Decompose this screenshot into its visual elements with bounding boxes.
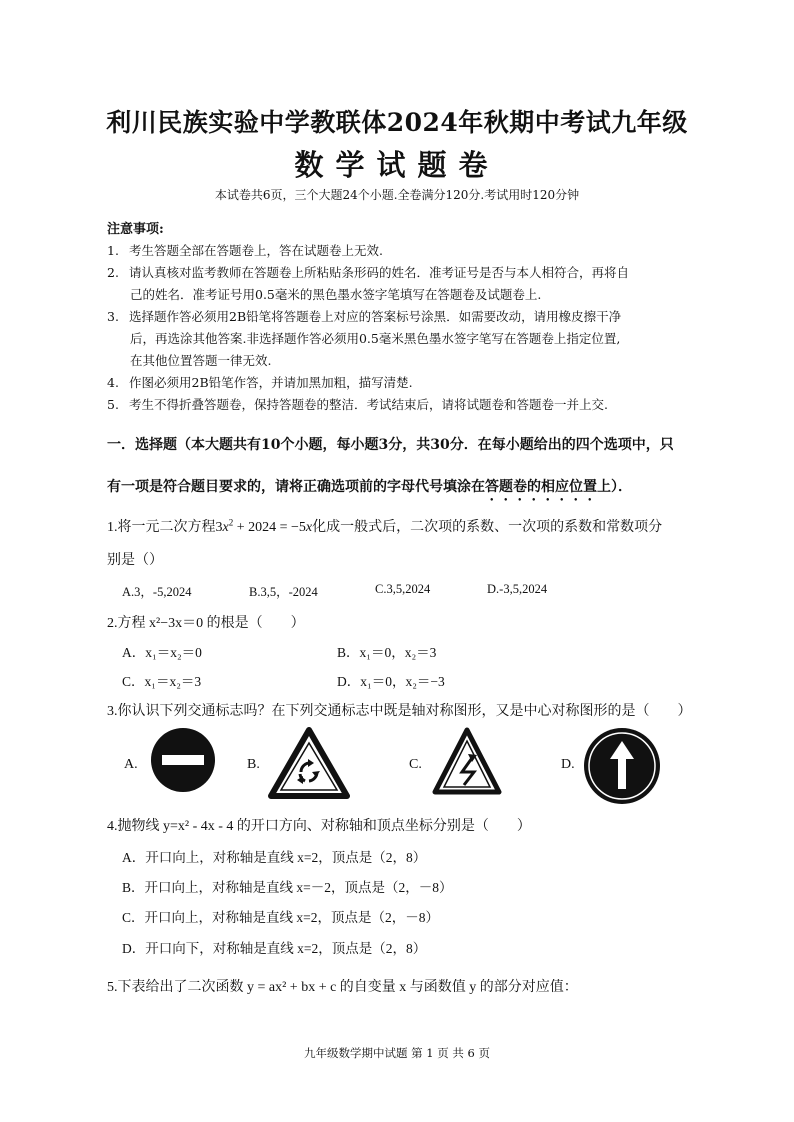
exam-title-line1: 利川民族实验中学教联体2024年秋期中考试九年级 xyxy=(106,108,688,137)
exam-subtitle: 本试卷共6页，三个大题24个小题.全卷满分120分.考试用时120分钟 xyxy=(214,188,580,202)
q4-option-c: C．开口向上，对称轴是直线 x=2，顶点是（2，－8） xyxy=(122,910,439,925)
question-5-stem: 5.下表给出了二次函数 y = ax² + bx + c 的自变量 x 与函数值 y 的部分对应值： xyxy=(107,980,578,995)
no-entry-sign-icon xyxy=(150,727,216,793)
q3-label-a: A. xyxy=(124,757,138,772)
q1-option-c: C.3,5,2024 xyxy=(375,582,431,596)
note-item-4: 4. 作图必须用2B铅笔作答，并请加黑加粗，描写清楚. xyxy=(107,375,413,390)
q1-option-b: B.3,5，-2024 xyxy=(249,585,318,599)
question-1-stem-line2: 别是（） xyxy=(107,553,163,568)
note-item-3: 3. 选择题作答必须用2B铅笔将答题卷上对应的答案标号涂黑．如需要改动，请用橡皮擦干净 xyxy=(107,309,622,324)
q3-label-c: C. xyxy=(409,757,422,772)
q2-option-a: A．x₁＝x₂＝0 xyxy=(122,645,202,660)
question-2-stem: 2.方程 x²−3x＝0 的根是（ ） xyxy=(107,616,305,631)
note-item-3-line2: 后，再选涂其他答案.非选择题作答必须用0.5毫米黑色墨水签字笔写在答题卷上指定位置, xyxy=(130,331,621,346)
q2-option-d: D．x₁＝0，x₂＝−3 xyxy=(337,674,445,689)
q2-option-c: C．x₁＝x₂＝3 xyxy=(122,674,202,689)
question-4-stem: 4.抛物线 y=x² - 4x - 4 的开口方向、对称轴和顶点坐标分别是（ ） xyxy=(107,819,531,834)
q2-option-b: B．x₁＝0，x₂＝3 xyxy=(337,645,437,660)
section1-heading-line2: 有一项是符合题目要求的，请将正确选项前的字母代号填涂在答题卷的相应位置上）． xyxy=(107,479,632,495)
page-footer: 九年级数学期中试题 第 1 页 共 6 页 xyxy=(303,1046,491,1060)
q1-option-a: A.3，-5,2024 xyxy=(122,585,192,599)
q4-option-b: B．开口向上，对称轴是直线 x=－2，顶点是（2，－8） xyxy=(122,880,453,895)
q1-option-d: D.-3,5,2024 xyxy=(487,582,548,596)
note-item-3-line3: 在其他位置答题一律无效. xyxy=(130,353,272,368)
q3-label-b: B. xyxy=(247,757,260,772)
emphasis-text: 答题卷的相应位置 xyxy=(485,479,597,495)
exam-title-line2: 数学试题卷 xyxy=(294,148,500,182)
note-item-2-line2: 己的姓名．准考证号用0.5毫米的黑色墨水签字笔填写在答题卷及试题卷上. xyxy=(130,287,542,302)
note-item-2: 2. 请认真核对监考教师在答题卷上所粘贴条形码的姓名．准考证号是否与本人相符合，再将自 xyxy=(107,265,630,280)
question-1-stem: 1.将一元二次方程$3x^2 + 2024 = -5x$化成一般式后，二次项的系数、一次项的系数和常数项分 xyxy=(107,517,663,535)
note-item-5: 5. 考生不得折叠答题卷，保持答题卷的整洁．考试结束后，请将试题卷和答题卷一并上交. xyxy=(107,397,608,412)
question-3-stem: 3.你认识下列交通标志吗？在下列交通标志中既是轴对称图形，又是中心对称图形的是（ ） xyxy=(107,704,692,719)
notes-heading: 注意事项: xyxy=(107,222,164,237)
section1-heading-line1: 一．选择题（本大题共有10个小题，每小题3分，共30分．在每小题给出的四个选项中，只 xyxy=(107,437,674,453)
note-item-1: 1. 考生答题全部在答题卷上，答在试题卷上无效. xyxy=(107,243,383,258)
straight-ahead-sign-icon xyxy=(583,727,661,805)
q4-option-a: A．开口向上，对称轴是直线 x=2，顶点是（2，8） xyxy=(122,850,427,865)
double-curve-sign-icon xyxy=(432,727,502,795)
q4-option-d: D．开口向下，对称轴是直线 x=2，顶点是（2，8） xyxy=(122,941,427,956)
q3-label-d: D. xyxy=(561,757,575,772)
roundabout-sign-icon xyxy=(268,727,350,799)
